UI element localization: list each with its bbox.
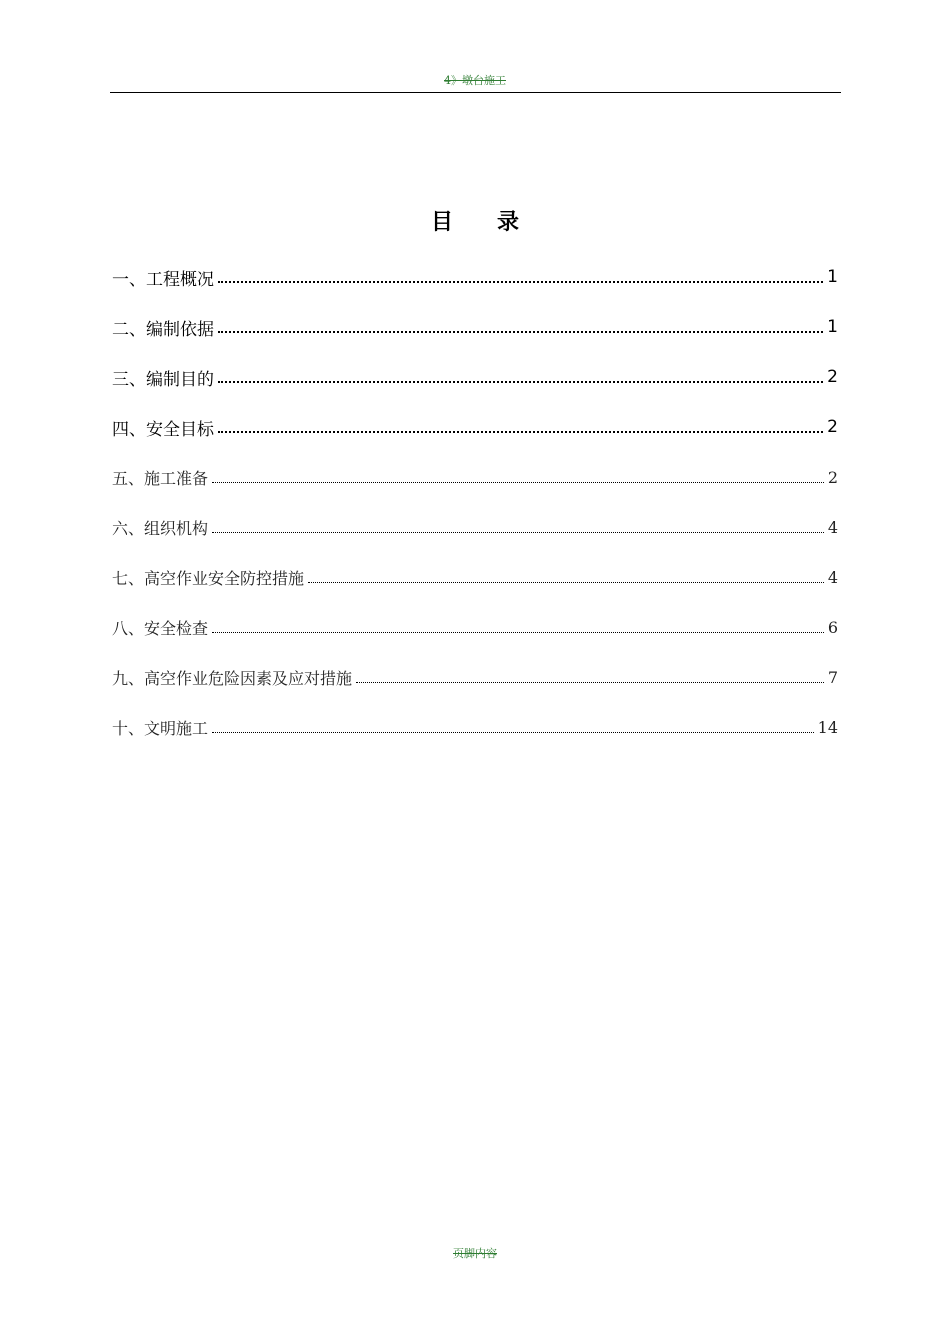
toc-entry-label: 七、高空作业安全防控措施 (112, 568, 305, 588)
toc-title: 目录 (430, 210, 563, 235)
toc-entry[interactable] (112, 702, 838, 752)
toc-entry-page: 4 (827, 567, 838, 587)
toc-leader-dots (218, 281, 823, 283)
toc-entry-page: 1 (827, 267, 838, 287)
toc-entry-page: 4 (827, 517, 838, 537)
toc-leader-dots (218, 331, 823, 333)
toc-leader-dots (212, 532, 824, 533)
toc-entry-label: 五、施工准备 (112, 468, 209, 488)
toc-entry-label: 九、高空作业危险因素及应对措施 (112, 668, 353, 688)
toc-entry-page: 7 (827, 667, 838, 687)
toc-entry-label: 一、工程概况 (112, 269, 214, 290)
toc-leader-dots (212, 732, 814, 733)
toc-entry-label: 三、编制目的 (112, 369, 214, 390)
toc-entry-page: 1 (827, 317, 838, 337)
toc-entry[interactable] (112, 352, 838, 402)
toc-entry[interactable] (112, 302, 838, 352)
toc-entry[interactable] (112, 252, 838, 302)
toc-entry-label: 八、安全检查 (112, 618, 209, 638)
toc-entry-page: 2 (827, 467, 838, 487)
toc-entry-label: 二、编制依据 (112, 319, 214, 340)
toc-entry[interactable] (112, 652, 838, 702)
toc-leader-dots (218, 381, 823, 383)
toc-entry[interactable] (112, 452, 838, 502)
toc-entry-label: 十、文明施工 (112, 718, 209, 738)
toc-entry[interactable] (112, 552, 838, 602)
toc-leader-dots (356, 682, 824, 683)
toc-entry[interactable] (112, 402, 838, 452)
page-footer: 页脚内容 (453, 1247, 497, 1260)
toc-entry-page: 14 (817, 717, 838, 737)
page-header: 4》墩台施工 (444, 74, 506, 87)
table-of-contents (112, 252, 838, 752)
toc-entry[interactable] (112, 602, 838, 652)
toc-leader-dots (308, 582, 824, 583)
toc-leader-dots (218, 431, 823, 433)
toc-entry-page: 6 (827, 617, 838, 637)
header-rule (110, 92, 841, 93)
toc-entry[interactable] (112, 502, 838, 552)
toc-entry-label: 六、组织机构 (112, 518, 209, 538)
toc-entry-label: 四、安全目标 (112, 419, 214, 440)
toc-entry-page: 2 (827, 367, 838, 387)
toc-leader-dots (212, 482, 824, 483)
toc-entry-page: 2 (827, 417, 838, 437)
toc-leader-dots (212, 632, 824, 633)
